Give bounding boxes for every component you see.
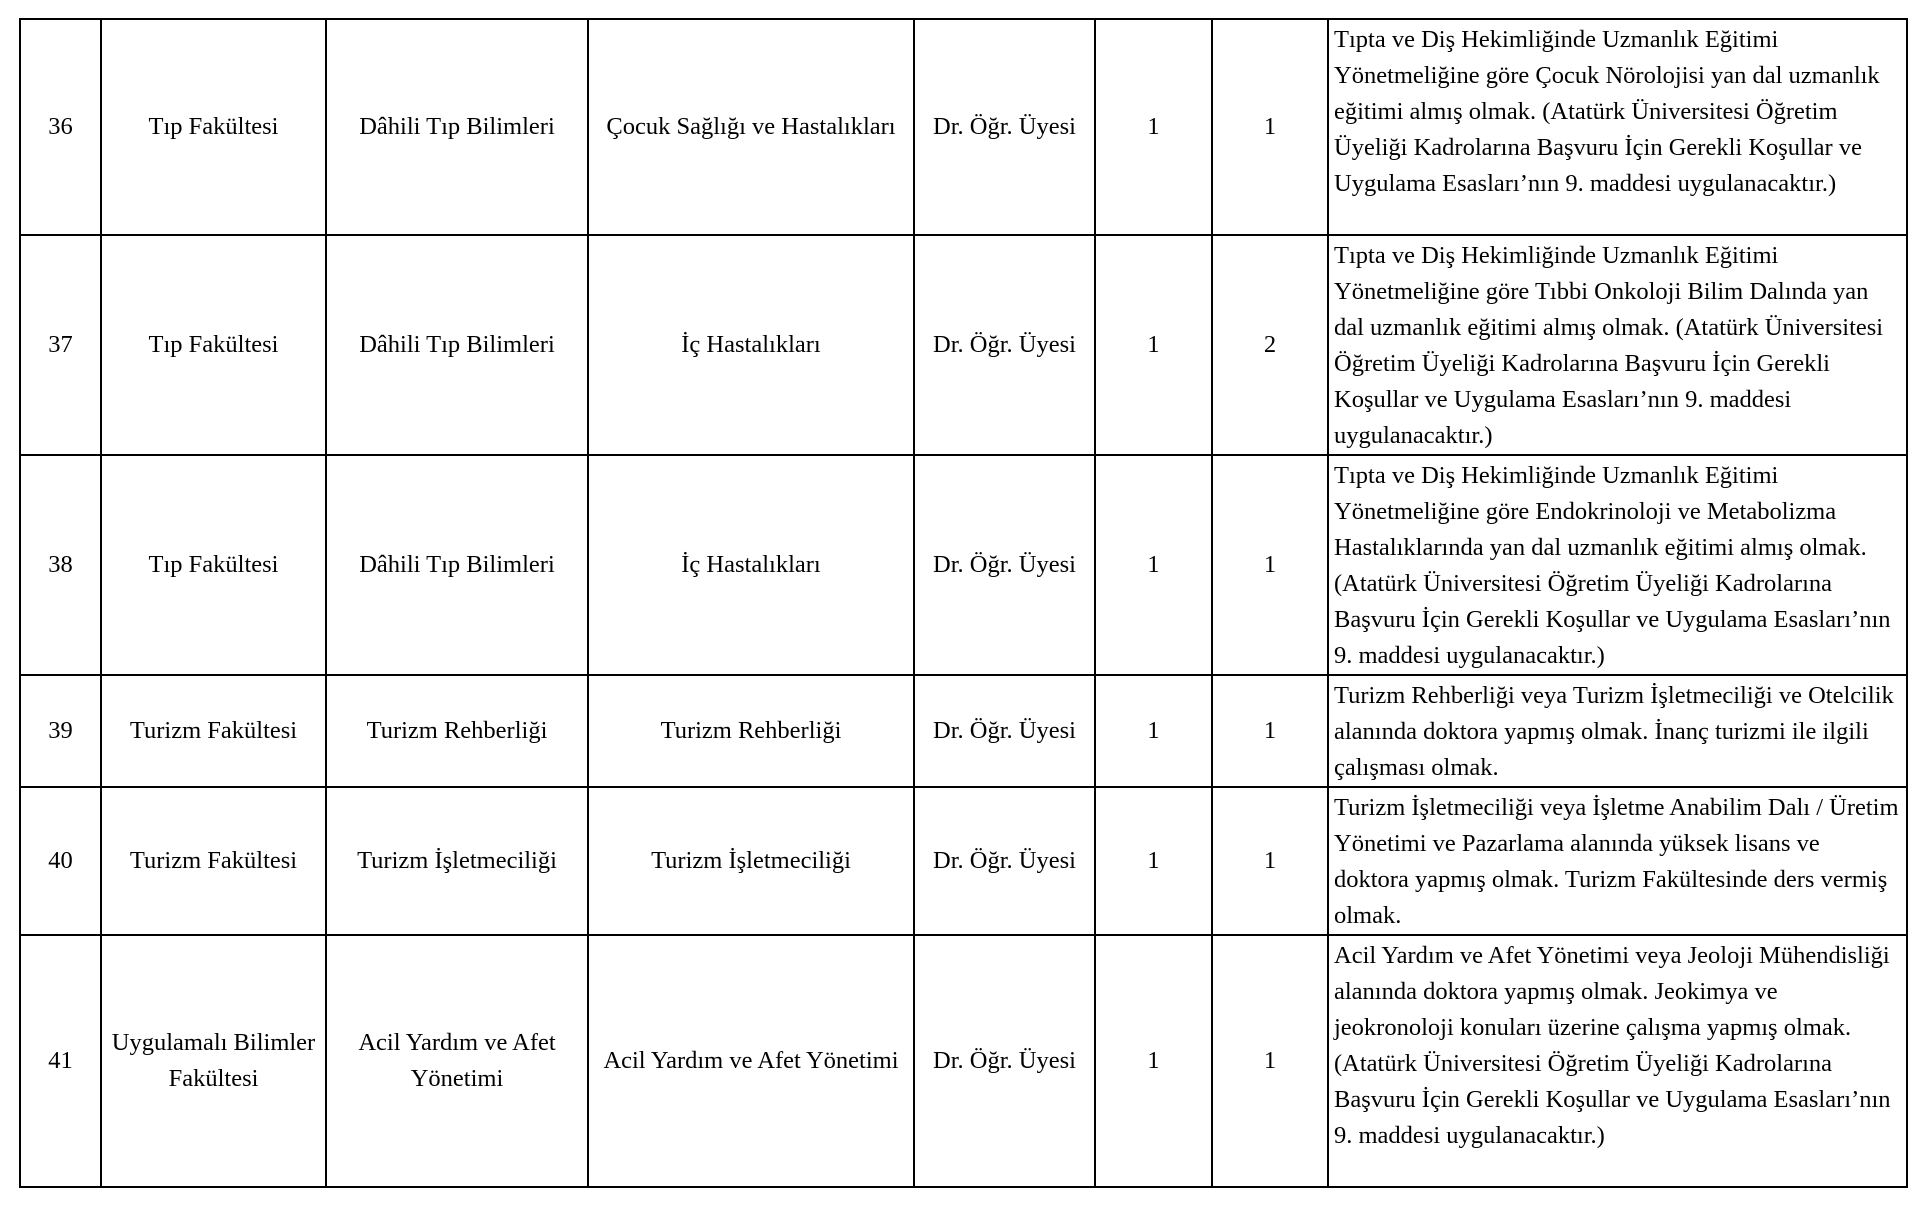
- table-row: [20, 235, 1907, 455]
- degree-cell: 1: [1212, 19, 1328, 235]
- count-cell: 1: [1095, 787, 1212, 935]
- department-cell: Turizm İşletmeciliği: [326, 787, 588, 935]
- department-cell: Acil Yardım ve Afet Yönetimi: [326, 935, 588, 1187]
- row-number: 38: [20, 455, 101, 675]
- title-cell: Dr. Öğr. Üyesi: [914, 787, 1095, 935]
- count-cell: 1: [1095, 235, 1212, 455]
- title-cell: Dr. Öğr. Üyesi: [914, 19, 1095, 235]
- row-number: 41: [20, 935, 101, 1187]
- department-cell: Dâhili Tıp Bilimleri: [326, 455, 588, 675]
- count-cell: 1: [1095, 675, 1212, 787]
- table-row: [20, 455, 1907, 675]
- subdepartment-cell: Acil Yardım ve Afet Yönetimi: [588, 935, 914, 1187]
- department-cell: Dâhili Tıp Bilimleri: [326, 19, 588, 235]
- subdepartment-cell: Turizm İşletmeciliği: [588, 787, 914, 935]
- count-cell: 1: [1095, 19, 1212, 235]
- title-cell: Dr. Öğr. Üyesi: [914, 935, 1095, 1187]
- subdepartment-cell: İç Hastalıkları: [588, 455, 914, 675]
- title-cell: Dr. Öğr. Üyesi: [914, 455, 1095, 675]
- requirements-cell: Tıpta ve Diş Hekimliğinde Uzmanlık Eğitimi Yönetmeliğine göre Endokrinoloji ve Metabolizma Hastalıklarında yan dal uzmanlık eğitimi almış olmak. (Atatürk Üniversitesi Öğretim Üyeliği Kadrolarına Başvuru İçin Gerekli Koşullar ve Uygulama Esasları’nın 9. maddesi uygulanacaktır.): [1328, 455, 1907, 675]
- degree-cell: 1: [1212, 455, 1328, 675]
- requirements-cell: Tıpta ve Diş Hekimliğinde Uzmanlık Eğitimi Yönetmeliğine göre Tıbbi Onkoloji Bilim Dalında yan dal uzmanlık eğitimi almış olmak. (Atatürk Üniversitesi Öğretim Üyeliği Kadrolarına Başvuru İçin Gerekli Koşullar ve Uygulama Esasları’nın 9. maddesi uygulanacaktır.): [1328, 235, 1907, 455]
- table-row: [20, 19, 1907, 235]
- positions-table: [19, 18, 1908, 1188]
- requirements-cell: Tıpta ve Diş Hekimliğinde Uzmanlık Eğitimi Yönetmeliğine göre Çocuk Nörolojisi yan dal uzmanlık eğitimi almış olmak. (Atatürk Üniversitesi Öğretim Üyeliği Kadrolarına Başvuru İçin Gerekli Koşullar ve Uygulama Esasları’nın 9. maddesi uygulanacaktır.): [1328, 19, 1907, 235]
- degree-cell: 2: [1212, 235, 1328, 455]
- row-number: 36: [20, 19, 101, 235]
- title-cell: Dr. Öğr. Üyesi: [914, 235, 1095, 455]
- row-number: 40: [20, 787, 101, 935]
- table-row: [20, 935, 1907, 1187]
- title-cell: Dr. Öğr. Üyesi: [914, 675, 1095, 787]
- requirements-cell: Turizm İşletmeciliği veya İşletme Anabilim Dalı / Üretim Yönetimi ve Pazarlama alanında yüksek lisans ve doktora yapmış olmak. Turizm Fakültesinde ders vermiş olmak.: [1328, 787, 1907, 935]
- faculty-cell: Tıp Fakültesi: [101, 235, 326, 455]
- subdepartment-cell: Çocuk Sağlığı ve Hastalıkları: [588, 19, 914, 235]
- subdepartment-cell: İç Hastalıkları: [588, 235, 914, 455]
- degree-cell: 1: [1212, 935, 1328, 1187]
- department-cell: Turizm Rehberliği: [326, 675, 588, 787]
- count-cell: 1: [1095, 935, 1212, 1187]
- department-cell: Dâhili Tıp Bilimleri: [326, 235, 588, 455]
- table-row: [20, 675, 1907, 787]
- requirements-cell: Acil Yardım ve Afet Yönetimi veya Jeoloji Mühendisliği alanında doktora yapmış olmak. Jeokimya ve jeokronoloji konuları üzerine çalışma yapmış olmak. (Atatürk Üniversitesi Öğretim Üyeliği Kadrolarına Başvuru İçin Gerekli Koşullar ve Uygulama Esasları’nın 9. maddesi uygulanacaktır.): [1328, 935, 1907, 1187]
- count-cell: 1: [1095, 455, 1212, 675]
- row-number: 39: [20, 675, 101, 787]
- faculty-cell: Turizm Fakültesi: [101, 787, 326, 935]
- row-number: 37: [20, 235, 101, 455]
- faculty-cell: Uygulamalı Bilimler Fakültesi: [101, 935, 326, 1187]
- subdepartment-cell: Turizm Rehberliği: [588, 675, 914, 787]
- faculty-cell: Tıp Fakültesi: [101, 455, 326, 675]
- degree-cell: 1: [1212, 675, 1328, 787]
- faculty-cell: Turizm Fakültesi: [101, 675, 326, 787]
- degree-cell: 1: [1212, 787, 1328, 935]
- table-row: [20, 787, 1907, 935]
- faculty-cell: Tıp Fakültesi: [101, 19, 326, 235]
- requirements-cell: Turizm Rehberliği veya Turizm İşletmeciliği ve Otelcilik alanında doktora yapmış olmak. İnanç turizmi ile ilgili çalışması olmak.: [1328, 675, 1907, 787]
